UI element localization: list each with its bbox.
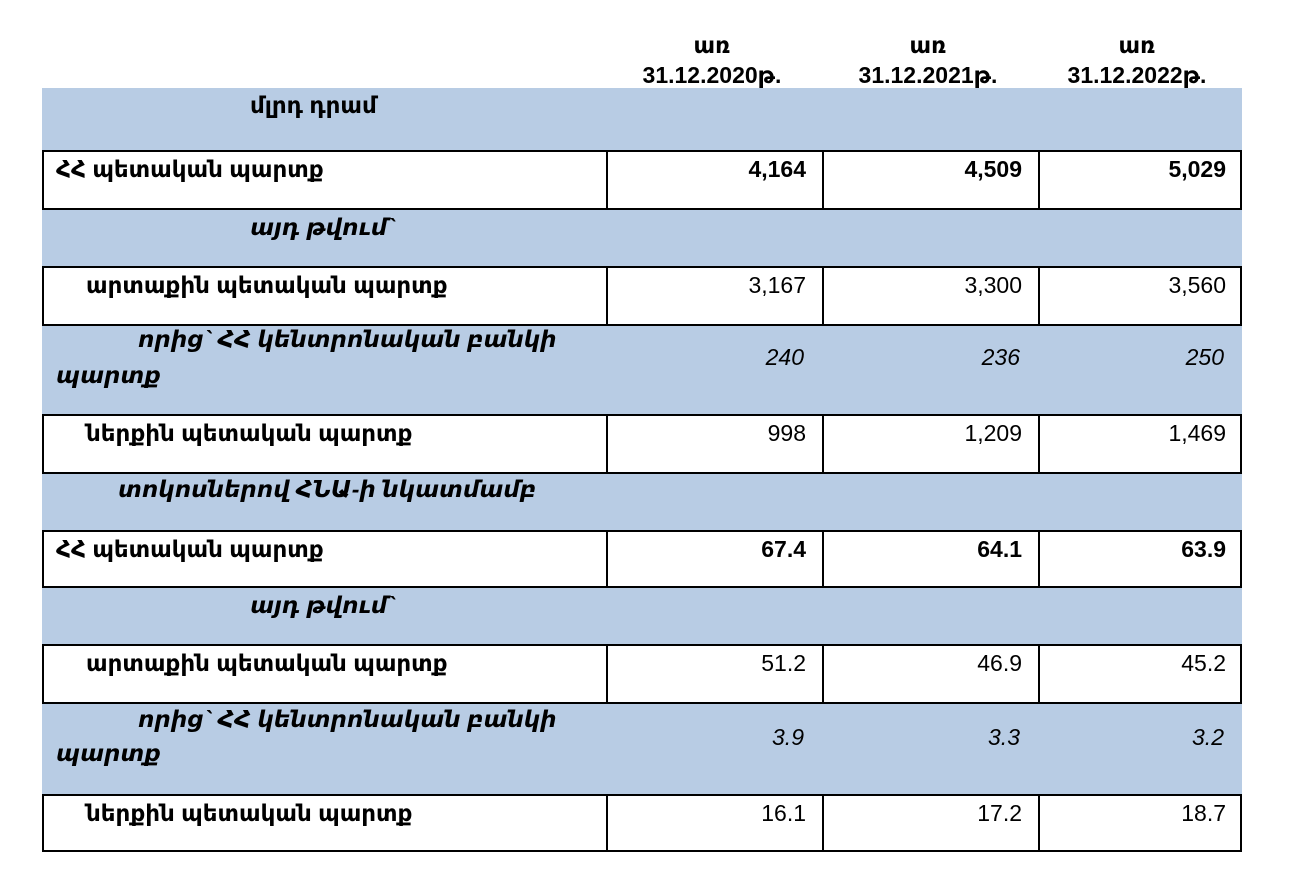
value: 3,300: [964, 272, 1022, 298]
column-header-2020: [604, 30, 820, 90]
value: 45.2: [1181, 650, 1226, 676]
value: 18.7: [1181, 800, 1226, 826]
value-cell-2021: [822, 646, 1040, 702]
header-date: 31.12.2022թ.: [1067, 62, 1207, 88]
table-row-total-gdp: [42, 530, 1242, 588]
incl-label: այդ թվում`: [250, 592, 395, 618]
value-cell-2021: [822, 152, 1040, 208]
value-cell-2021: [822, 268, 1040, 324]
table-row-cb-gdp: [42, 704, 1242, 794]
table-row-external-amd: [42, 266, 1242, 326]
row-label: ՀՀ պետական պարտք: [56, 536, 324, 562]
value-cell-2022: [1038, 646, 1240, 702]
value: 63.9: [1181, 536, 1226, 562]
value: 46.9: [977, 650, 1022, 676]
header-prefix: առ: [693, 32, 731, 58]
row-label-line2: պարտք: [56, 362, 161, 388]
row-label: արտաքին պետական պարտք: [86, 272, 448, 298]
value: 998: [767, 420, 806, 446]
value-cell-2022: [1038, 532, 1240, 586]
value-cell-2020: [606, 646, 824, 702]
row-label: ՀՀ պետական պարտք: [56, 156, 324, 182]
value-cell-2020: [606, 268, 824, 324]
unit-band-gdp: [42, 474, 1242, 530]
value: 4,164: [748, 156, 806, 182]
unit-label: տոկոսներով ՀՆԱ-ի նկատմամբ: [118, 476, 537, 502]
row-label-cell: [44, 796, 608, 850]
value: 3,560: [1168, 272, 1226, 298]
row-label-cell: [44, 646, 608, 702]
value-cell-2020: [606, 532, 824, 586]
column-header-2021: [820, 30, 1036, 90]
value-cell-2022: [1038, 416, 1240, 472]
value-2022: 3.2: [1192, 724, 1224, 750]
table-row-external-gdp: [42, 644, 1242, 704]
value-cell-2022: [1038, 796, 1240, 850]
header-prefix: առ: [909, 32, 947, 58]
header-date: 31.12.2021թ.: [858, 62, 998, 88]
value-cell-2020: [606, 152, 824, 208]
unit-band-amd: [42, 88, 1242, 150]
value: 51.2: [761, 650, 806, 676]
row-label: արտաքին պետական պարտք: [86, 650, 448, 676]
value-cell-2020: [606, 416, 824, 472]
value: 67.4: [761, 536, 806, 562]
value: 1,209: [964, 420, 1022, 446]
header-date: 31.12.2020թ.: [642, 62, 782, 88]
table-row-domestic-amd: [42, 414, 1242, 474]
value-cell-2020: [606, 796, 824, 850]
value-2020: 240: [765, 344, 804, 370]
row-label-line1: որից` ՀՀ կենտրոնական բանկի: [138, 706, 557, 732]
row-label-cell: [44, 416, 608, 472]
unit-label: մլրդ դրամ: [250, 92, 377, 118]
value: 1,469: [1168, 420, 1226, 446]
row-label-line2: պարտք: [56, 740, 161, 766]
value-cell-2021: [822, 416, 1040, 472]
incl-label: այդ թվում`: [250, 214, 395, 240]
row-label-cell: [44, 268, 608, 324]
value-2021: 236: [981, 344, 1020, 370]
value: 64.1: [977, 536, 1022, 562]
row-label: ներքին պետական պարտք: [86, 800, 413, 826]
column-header-2022: [1036, 30, 1238, 90]
value: 5,029: [1168, 156, 1226, 182]
value-2022: 250: [1185, 344, 1224, 370]
value: 3,167: [748, 272, 806, 298]
value-cell-2022: [1038, 152, 1240, 208]
value: 17.2: [977, 800, 1022, 826]
table-row-domestic-gdp: [42, 794, 1242, 852]
table-row-total-amd: [42, 150, 1242, 210]
value: 16.1: [761, 800, 806, 826]
header-prefix: առ: [1118, 32, 1156, 58]
value-2020: 3.9: [772, 724, 804, 750]
row-label: ներքին պետական պարտք: [86, 420, 413, 446]
incl-band-gdp: [42, 588, 1242, 644]
value-cell-2021: [822, 532, 1040, 586]
value: 4,509: [964, 156, 1022, 182]
table-row-cb-amd: [42, 326, 1242, 414]
row-label-cell: [44, 532, 608, 586]
row-label-line1: որից` ՀՀ կենտրոնական բանկի: [138, 326, 557, 352]
incl-band-amd: [42, 210, 1242, 266]
value-cell-2021: [822, 796, 1040, 850]
value-cell-2022: [1038, 268, 1240, 324]
value-2021: 3.3: [988, 724, 1020, 750]
row-label-cell: [44, 152, 608, 208]
